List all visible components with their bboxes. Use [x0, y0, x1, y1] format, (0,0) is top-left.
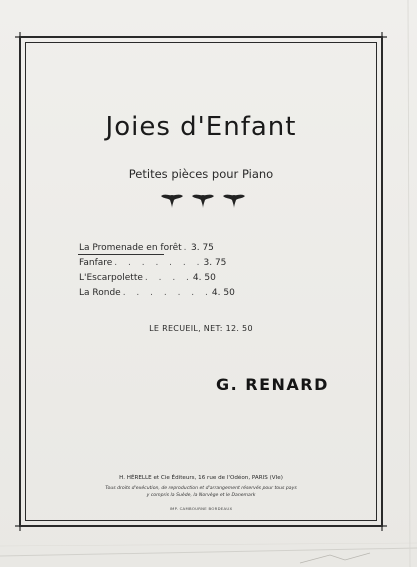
fleuron-ornament-icon [160, 193, 184, 209]
list-item [79, 256, 227, 271]
collection-price: LE RECUEIL, NET: 12. 50 [149, 324, 253, 333]
piece-price: 3. 75 [191, 243, 214, 253]
piece-title: Fanfare [79, 258, 113, 268]
page-title: Joies d'Enfant [105, 112, 297, 142]
printer-credit: IMP. CAMBOURNE BORDEAUX [169, 506, 233, 511]
list-item [79, 286, 235, 301]
list-item [79, 241, 219, 256]
piece-price: 4. 50 [192, 273, 216, 283]
piece-price: 4. 50 [211, 288, 235, 298]
leader-dots: . . . . [144, 273, 193, 283]
corner-cross-icon [377, 521, 387, 531]
piece-list [79, 241, 235, 301]
fleuron-ornament-icon [222, 193, 246, 209]
list-item [79, 271, 219, 286]
leader-dots: . . . . . . . [122, 288, 212, 298]
subtitle: Petites pièces pour Piano [128, 167, 274, 181]
piece-title: L'Escarpolette [79, 273, 143, 283]
corner-cross-icon [15, 521, 25, 531]
ornament-row [160, 193, 246, 211]
rights-line: y compris la Suède, la Norvège et le Danemark [146, 493, 256, 498]
piece-title: La Promenade en forêt [79, 243, 182, 253]
piece-price: 3. 75 [203, 258, 227, 268]
fleuron-ornament-icon [191, 193, 215, 209]
leader-dots: . [183, 243, 191, 253]
piece-title: La Ronde [79, 288, 121, 298]
corner-cross-icon [15, 32, 25, 42]
composer-name: G. RENARD [216, 375, 329, 394]
rights-notice [25, 485, 377, 499]
leader-dots: . . . . . . . [114, 258, 204, 268]
rights-line: Tous droits d'exécution, de reproduction et d'arrangement réservés pour tous pays [105, 486, 297, 491]
corner-cross-icon [377, 32, 387, 42]
publisher-line: H. HÉRELLE et Cie Éditeurs, 16 rue de l'Odéon, PARIS (VIe) [119, 475, 283, 481]
